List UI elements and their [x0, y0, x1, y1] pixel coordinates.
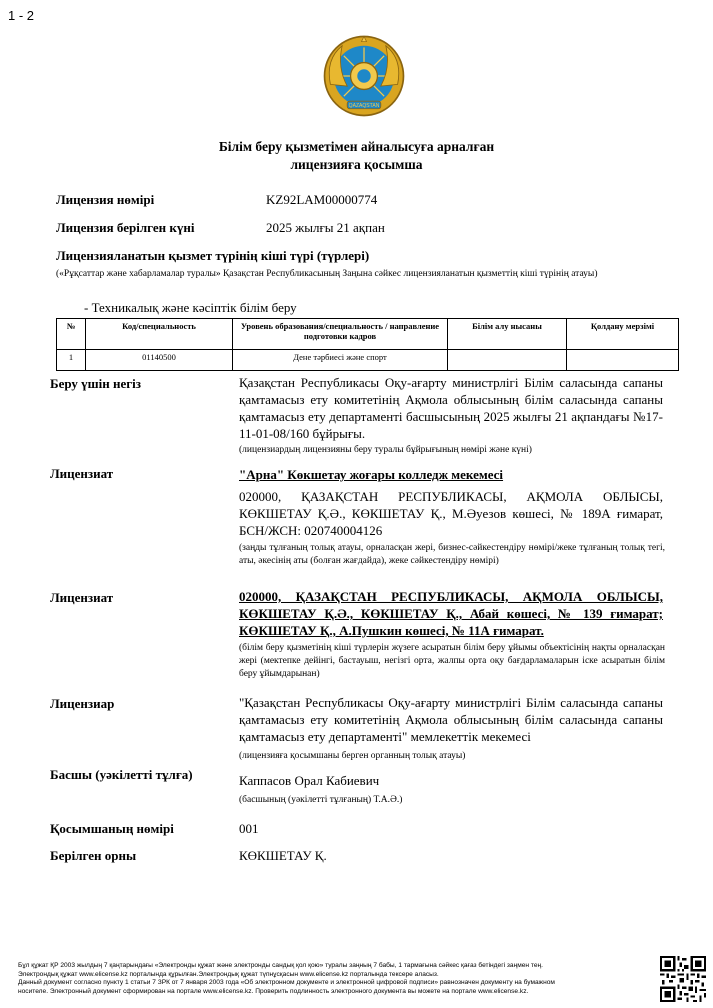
basis-label: Беру үшін негіз	[50, 376, 141, 391]
head-note: (басшының (уәкілетті тұлғаның) Т.А.Ә.)	[239, 795, 403, 805]
subtype-item: - Техникалық және кәсіптік білім беру	[84, 300, 297, 315]
table-header-level: Уровень образования/специальность / направление подготовки кадров	[233, 319, 448, 350]
basis-value: Қазақстан Республикасы Оқу-ағарту министрлігі Білім саласында сапаны қамтамасыз ету комитетінің Ақмола облысының білім саласында сапаны қамтамасыз ету департаменті басшысының 2025 жылғы 21 ақпандағы №17-11-01-08/160 бұйрығы.	[239, 375, 663, 441]
licensee-location-address: 020000, ҚАЗАҚСТАН РЕСПУБЛИКАСЫ, АҚМОЛА ОБЛЫСЫ, КӨКШЕТАУ Қ.Ә., КӨКШЕТАУ Қ., Абай көшесі, № 139 ғимарат; КӨКШЕТАУ Қ., А.Пушкин көшесі, № 11А ғимарат.	[239, 589, 663, 638]
table-row	[57, 350, 679, 371]
licensee-location-note: (білім беру қызметінің кіші түрлерін жүзеге асыратын білім беру ұйымы объектісінің нақты орналасқан жері (мектепке дейінгі, бастауыш, негізгі орта, жалпы орта оқу бағдарламаларын іске асыратын білім беру ұйымдарынан)	[239, 643, 665, 679]
document-title-line2: лицензияға қосымша	[290, 157, 423, 172]
issue-place-value: КӨКШЕТАУ Қ.	[239, 848, 327, 863]
licensor-value: "Қазақстан Республикасы Оқу-ағарту министрлігі Білім саласында сапаны қамтамасыз ету комитетінің Ақмола облысының білім саласында сапаны қамтамасыз ету департаменті" мемлекеттік мекемесі	[239, 695, 663, 744]
subtypes-note: («Рұқсаттар және хабарламалар туралы» Қазақстан Республикасының Заңына сәйкес лицензияланатын қызметтің кіші түрінің атауы)	[56, 269, 598, 279]
footer-line2: Электрондық құжат www.elicense.kz порталында құрылған.Электрондық құжат түпнұсқасын www.elicense.kz порталында тексере аласыз.	[18, 970, 439, 978]
appendix-number-value: 001	[239, 821, 259, 836]
licensor-label: Лицензиар	[50, 696, 115, 711]
licensor-note: (лицензияға қосымшаны берген органның толық атауы)	[239, 751, 466, 761]
license-date-value: 2025 жылғы 21 ақпан	[266, 220, 385, 235]
table-cell-form	[448, 350, 567, 371]
license-date-label: Лицензия берілген күні	[56, 220, 195, 235]
subtypes-label: Лицензияланатын қызмет түрінің кіші түрі (түрлері)	[56, 248, 370, 263]
table-cell-number: 1	[57, 350, 86, 371]
footer-line4: носителе. Электронный документ сформирован на портале www.elicense.kz. Проверить подлинность электронного документа вы можете на портале www.elicense.kz.	[18, 987, 529, 995]
table-cell-code: 01140500	[86, 350, 233, 371]
issue-place-label: Берілген орны	[50, 848, 137, 863]
footer-line3: Данный документ согласно пункту 1 статьи 7 ЗРК от 7 января 2003 года «Об электронном документе и электронной цифровой подписи» равнозначен документу на бумажном	[18, 979, 555, 987]
qr-code-icon	[660, 956, 706, 1002]
table-header-term: Қолдану мерзімі	[567, 319, 679, 350]
table-header-code: Код/специальность	[86, 319, 233, 350]
table-header-number: №	[57, 319, 86, 350]
licensee-location-label: Лицензиат	[50, 590, 114, 605]
appendix-number-label: Қосымшаның нөмірі	[50, 821, 174, 836]
licensee-address: 020000, ҚАЗАҚСТАН РЕСПУБЛИКАСЫ, АҚМОЛА ОБЛЫСЫ, КӨКШЕТАУ Қ.Ә., КӨКШЕТАУ Қ., М.Әуезов көшесі, № 189А ғимарат, БСН/ЖСН: 020740004126	[239, 489, 663, 538]
basis-note: (лицензиардың лицензияны беру туралы бұйрығының нөмірі және күні)	[239, 445, 532, 455]
table-header-form: Білім алу нысаны	[448, 319, 567, 350]
kazakhstan-state-emblem-icon	[322, 34, 406, 118]
licensee-note: (заңды тұлғаның толық атауы, орналасқан жері, бизнес-сәйкестендіру нөмірі/жеке тұлғаның толық тегі, аты, әкесінің аты (болған жағдайда), жеке сәйкестендіру нөмірі)	[239, 543, 665, 566]
table-cell-level: Дене тәрбиесі және спорт	[233, 350, 448, 371]
head-value: Каппасов Орал Кабиевич	[239, 773, 380, 788]
license-number-value: KZ92LAM00000774	[266, 192, 378, 207]
licensee-name: "Арна" Көкшетау жоғары колледж мекемесі	[239, 467, 504, 482]
footer-legal-text	[18, 962, 646, 996]
specialty-table	[56, 318, 679, 371]
licensee-label: Лицензиат	[50, 466, 114, 481]
document-title-line1: Білім беру қызметімен айналысуға арналған	[218, 139, 495, 154]
footer-line1: Бұл құжат ҚР 2003 жылдың 7 қаңтарындағы «Электронды құжат және электронды сандық қол қою» туралы заңның 7 бабы, 1 тармағына сәйкес қағаз бетіндегі заңмен тең.	[18, 962, 543, 969]
emblem-inscription: QAZAQSTAN	[348, 103, 380, 110]
page-number: 1 - 2	[8, 8, 35, 23]
license-number-label: Лицензия нөмірі	[56, 192, 155, 207]
head-label: Басшы (уәкілетті тұлға)	[50, 767, 193, 782]
table-cell-term	[567, 350, 679, 371]
